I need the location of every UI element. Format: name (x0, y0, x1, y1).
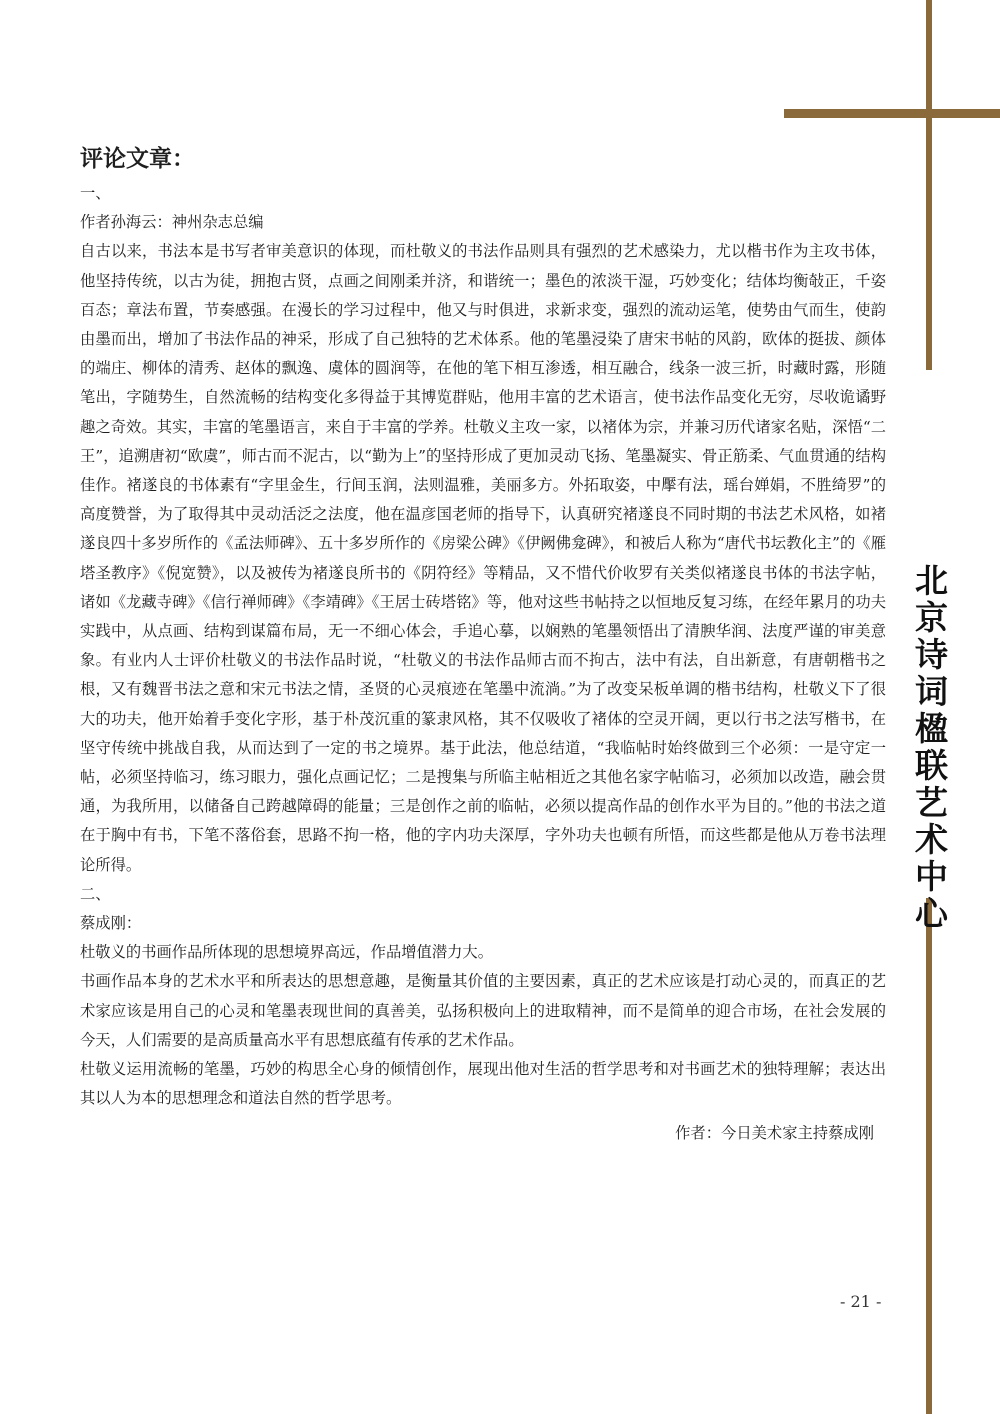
section2-signature: 作者：今日美术家主持蔡成刚 (675, 1123, 874, 1142)
section2-paragraph-1: 书画作品本身的艺术水平和所表达的思想意趣，是衡量其价值的主要因素，真正的艺术应该是打动心灵的，而真正的艺术家应该是用自己的心灵和笔墨表现世间的真善美，弘扬积极向上的进取精神，而不是简单的迎合市场，在社会发展的今天，人们需要的是高质量高水平有思想底蕴有传承的艺术作品。 (80, 972, 886, 1049)
section2-paragraph-2: 杜敬义运用流畅的笔墨，巧妙的构思全心身的倾情创作，展现出他对生活的哲学思考和对书画艺术的独特理解；表达出其以人为本的思想理念和道法自然的哲学思考。 (80, 1060, 886, 1108)
section1-number: 一、 (80, 184, 111, 202)
vertical-brand-title: 北京诗词楹联艺术中心 (910, 563, 949, 933)
decorative-vertical-line-bottom (926, 898, 932, 1414)
page-number: - 21 - (840, 1292, 882, 1311)
article-content (80, 143, 886, 1148)
section2-number: 二、 (80, 884, 111, 903)
decorative-horizontal-line (784, 109, 1000, 118)
page-heading: 评论文章： (80, 146, 195, 172)
decorative-vertical-line-top (926, 0, 932, 370)
section2-author: 蔡成刚： (80, 914, 142, 933)
section1-body: 自古以来，书法本是书写者审美意识的体现，而杜敬义的书法作品则具有强烈的艺术感染力，尤以楷书作为主攻书体，他坚持传统，以古为徒，拥抱古贤，点画之间刚柔并济，和谐统一；墨色的浓淡干湿，巧妙变化；结体均衡敧正，千姿百态；章法布置，节奏感强。在漫长的学习过程中，他又与时俱进，求新求变，强烈的流动运笔，使势由气而生，使韵由墨而出，增加了书法作品的神采，形成了自己独特的艺术体系。他的笔墨浸染了唐宋书帖的风韵，欧体的挺拔、颜体的端庄、柳体的清秀、赵体的飘逸、虞体的圆润等，在他的笔下相互渗透，相互融合，线条一波三折，时藏时露，形随笔出，字随势生，自然流畅的结构变化多得益于其博览群贴，他用丰富的艺术语言，使书法作品变化无穷，尽收诡谲野趣之奇效。其实，丰富的笔墨语言，来自于丰富的学养。杜敬义主攻一家，以褚体为宗，并兼习历代诸家名贴，深悟“二王”，追溯唐初“欧虞”，师古而不泥古，以“勤为上”的坚持形成了更加灵动飞扬、笔墨凝实、骨正筋柔、气血贯通的结构佳作。褚遂良的书体素有“字里金生，行间玉润，法则温雅，美丽多方。外拓取姿，中擪有法，瑶台婵娟，不胜绮罗”的高度赞誉，为了取得其中灵动活泛之法度，他在温彦国老师的指导下，认真研究褚遂良不同时期的书法艺术风格，如褚遂良四十多岁所作的《孟法师碑》、五十多岁所作的《房梁公碑》《伊阙佛龛碑》，和被后人称为“唐代书坛教化主”的《雁塔圣教序》《倪宽赞》，以及被传为褚遂良所书的《阴符经》等精品，又不惜代价收罗有关类似褚遂良书体的书法字帖，诸如《龙藏寺碑》《信行禅师碑》《李靖碑》《王居士砖塔铭》等，他对这些书帖持之以恒地反复习练，在经年累月的功夫实践中，从点画、结构到谋篇布局，无一不细心体会，手追心摹，以娴熟的笔墨领悟出了清腴华润、法度严谨的审美意象。有业内人士评价杜敬义的书法作品时说，“杜敬义的书法作品师古而不拘古，法中有法，自出新意，有唐朝楷书之根，又有魏晋书法之意和宋元书法之情，圣贤的心灵痕迹在笔墨中流淌。”为了改变呆板单调的楷书结构，杜敬义下了很大的功夫，他开始着手变化字形，基于朴茂沉重的篆隶风格，其不仅吸收了褚体的空灵开阔，更以行书之法写楷书，在坚守传统中挑战自我，从而达到了一定的书之境界。基于此法，他总结道，“我临帖时始终做到三个必须：一是守定一帖，必须坚持临习，练习眼力，强化点画记忆；二是搜集与所临主帖相近之其他名家字帖临习，必须加以改造，融会贯通，为我所用，以储备自己跨越障碍的能量；三是创作之前的临帖，必须以提高作品的创作水平为目的。”他的书法之道在于胸中有书，下笔不落俗套，思路不拘一格，他的字内功夫深厚，字外功夫也顿有所悟，而这些都是他从万卷书法理论所得。 (80, 242, 886, 874)
section1-author: 作者孙海云：神州杂志总编 (80, 213, 264, 232)
section2-summary: 杜敬义的书画作品所体现的思想境界高远，作品增值潜力大。 (80, 943, 494, 962)
